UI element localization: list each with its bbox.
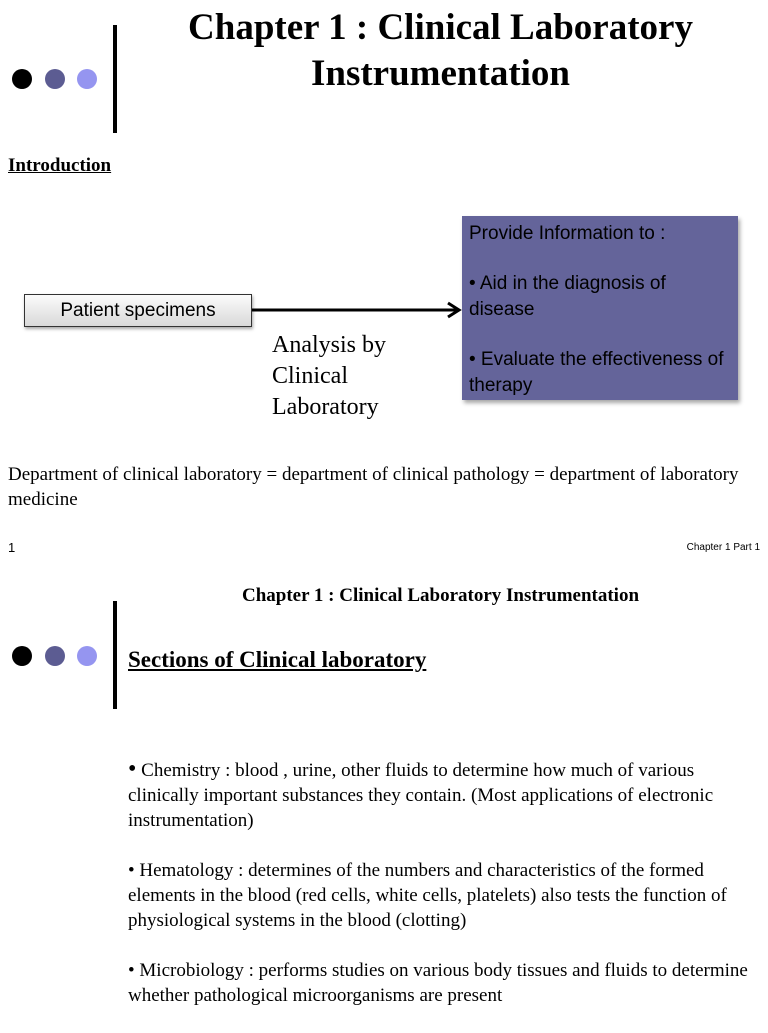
title-divider: [113, 25, 117, 133]
list-item: • Hematology : determines of the numbers and characteristics of the formed elements in the blood (red cells, white cells, platelets) also tests the function of physiological systems in the blood (clotting): [128, 860, 727, 931]
info-item: • Evaluate the effectiveness of therapy: [469, 349, 724, 396]
bullet-dot-light: [77, 69, 97, 89]
analysis-label: Analysis by Clinical Laboratory: [272, 332, 386, 420]
department-text: Department of clinical laboratory = department of clinical pathology = department of laboratory medicine: [8, 464, 739, 510]
section-list: [128, 757, 748, 1033]
footer-tag: Chapter 1 Part 1: [686, 542, 760, 553]
info-box-heading: Provide Information to :: [469, 223, 666, 244]
analysis-arrow: [250, 300, 464, 320]
bullet-dot-light: [77, 646, 97, 666]
page-number: 1: [8, 540, 16, 555]
section-heading: Sections of Clinical laboratory: [128, 647, 427, 672]
slide-title: Chapter 1 : Clinical Laboratory Instrumentation: [241, 585, 640, 606]
bullet-dot-black: [12, 646, 32, 666]
list-item: • Microbiology : performs studies on various body tissues and fluids to determine whether pathological microorganisms are present: [128, 960, 748, 1006]
list-item-text: Chemistry : blood , urine, other fluids to determine how much of various clinically important substances they contain. (Most applications of electronic instrumentation): [128, 760, 714, 831]
intro-heading: Introduction: [8, 155, 112, 176]
bullet-symbol: •: [128, 756, 137, 782]
bullet-dot-mid: [45, 646, 65, 666]
page-title: Chapter 1 : Clinical Laboratory Instrumentation: [188, 7, 693, 94]
bullet-dot-mid: [45, 69, 65, 89]
list-item: [128, 757, 748, 833]
title-divider: [113, 601, 117, 709]
info-item: • Aid in the diagnosis of disease: [469, 273, 666, 320]
bullet-dot-black: [12, 69, 32, 89]
patient-specimens-box: Patient specimens: [24, 294, 252, 327]
info-box: [462, 216, 738, 400]
